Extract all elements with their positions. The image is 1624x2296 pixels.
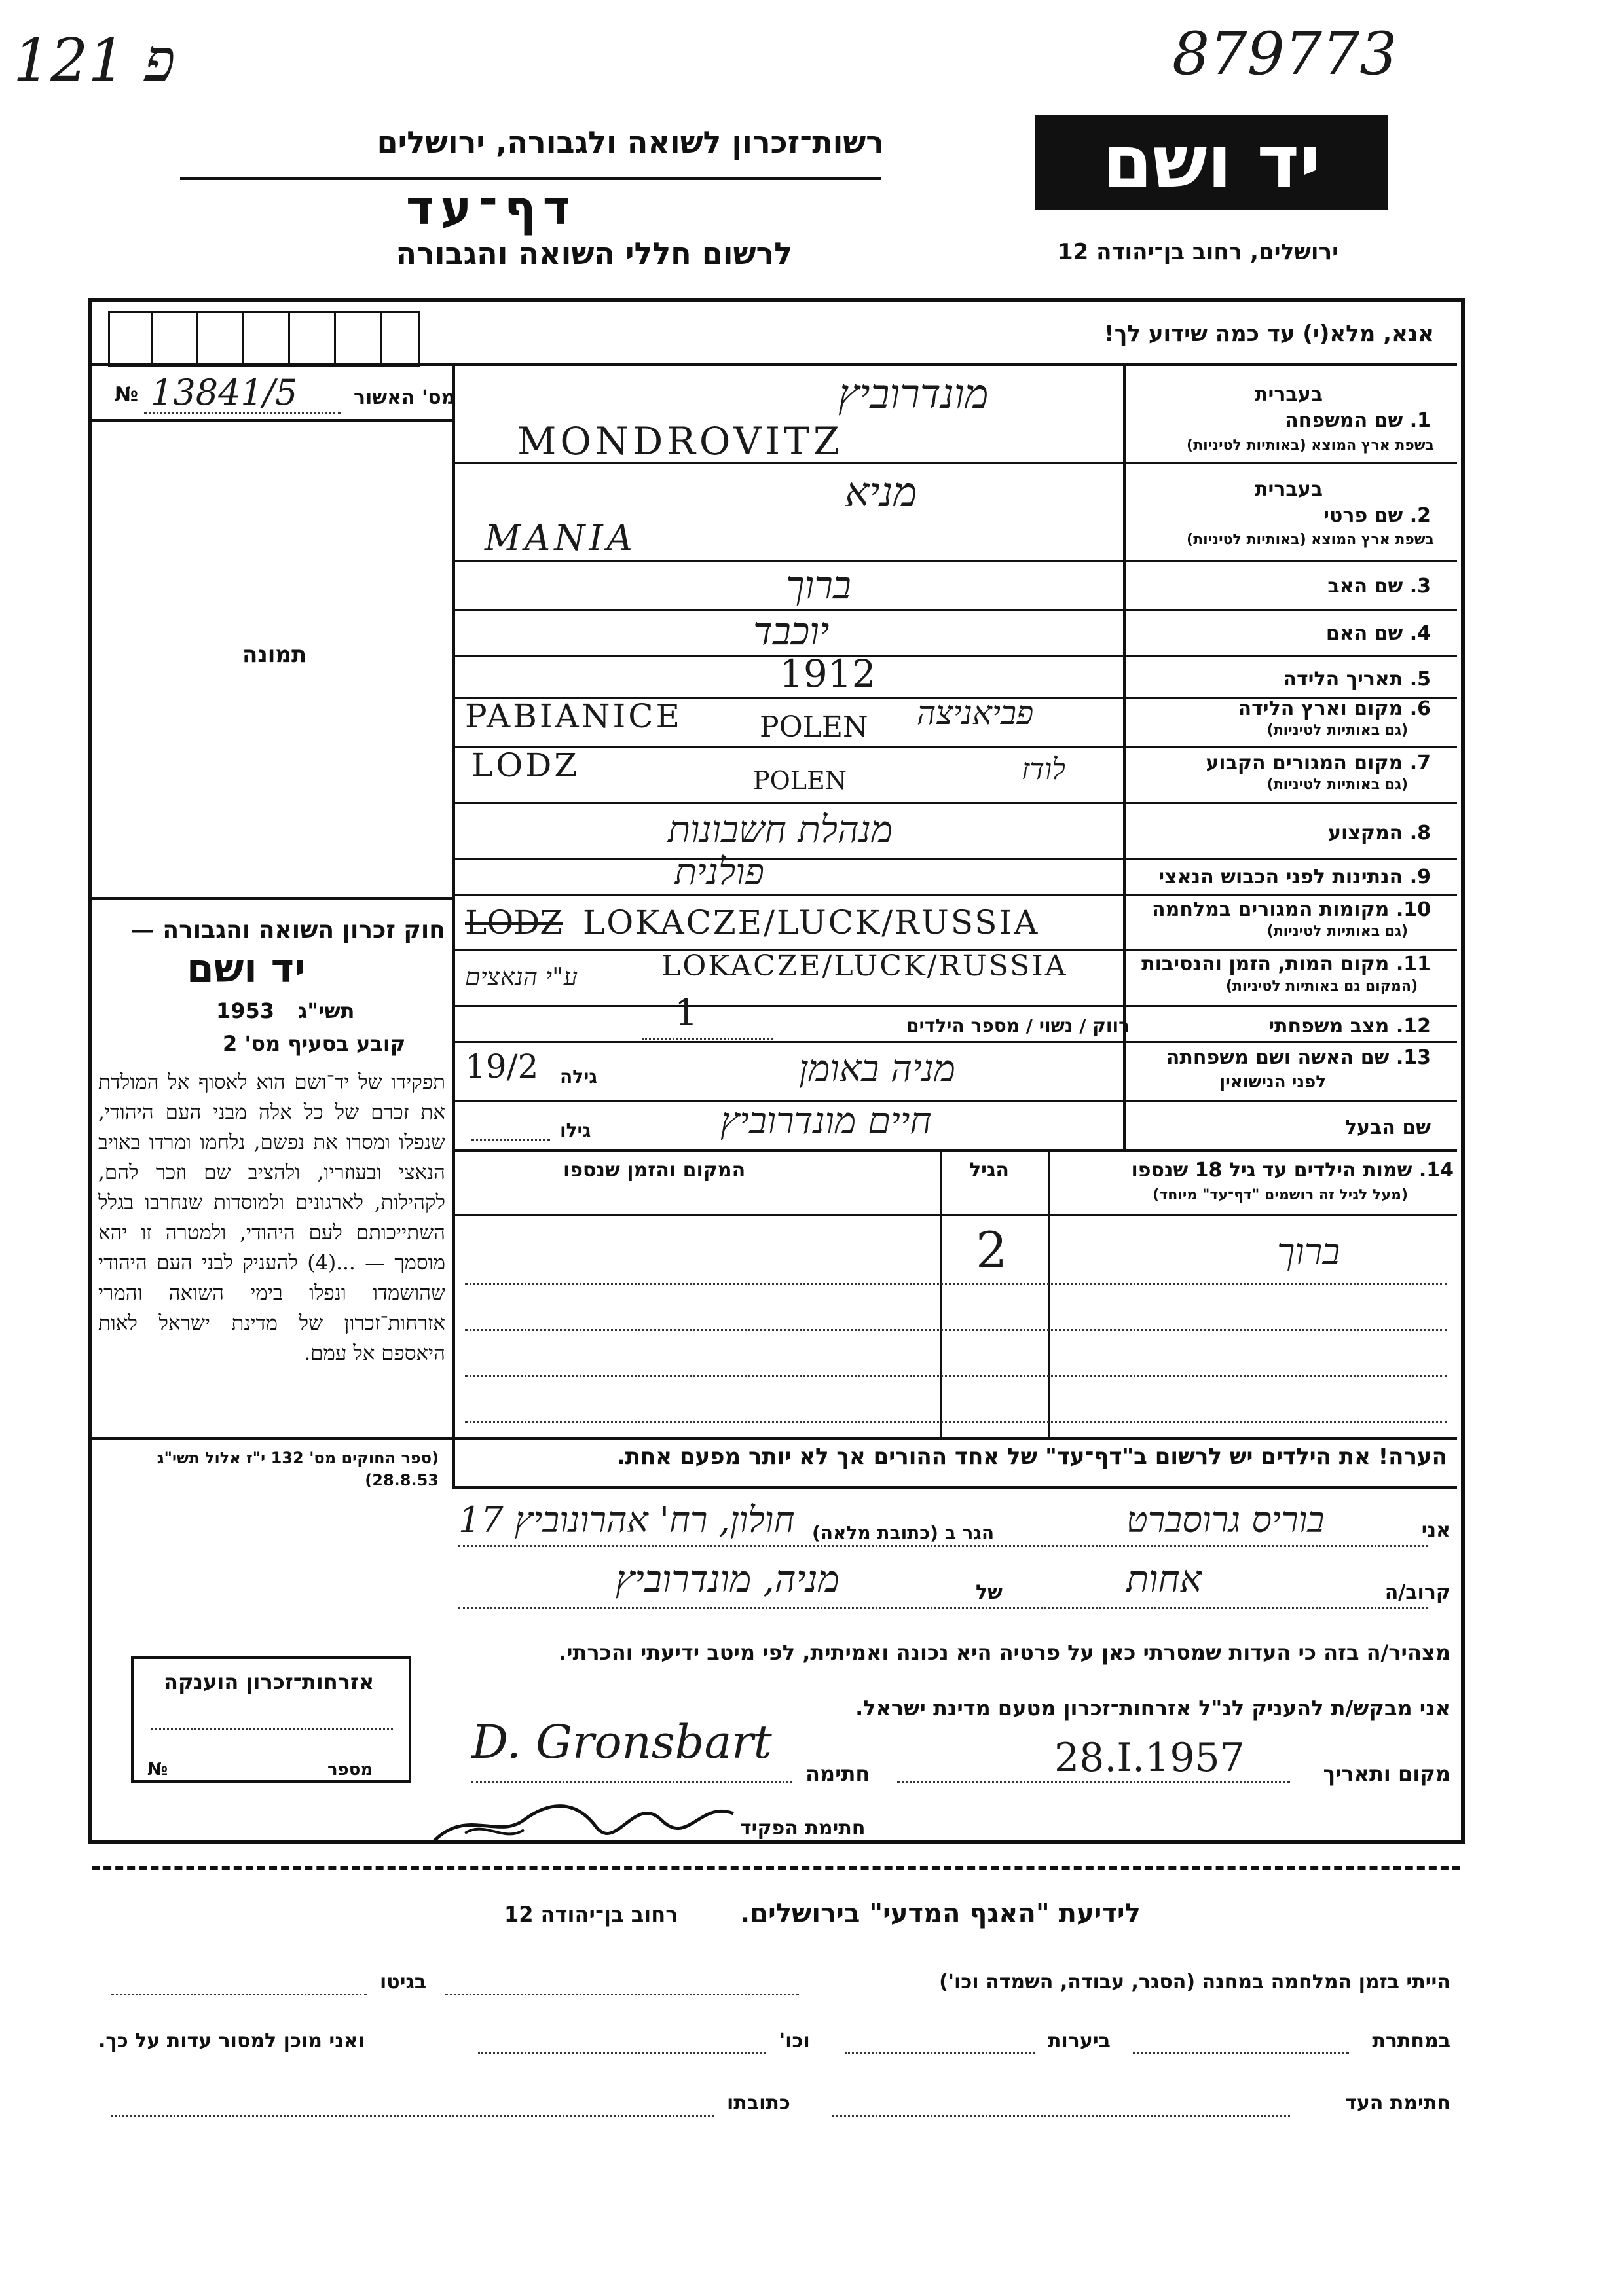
field-9-value: פולנית <box>674 851 764 894</box>
field-2-sub: בשפת ארץ המוצא (באותיות לטיניות) <box>1187 532 1434 548</box>
children-num-header: 14. שמות הילדים עד גיל 18 שנספו <box>1131 1159 1454 1182</box>
law-body: תפקידו של יד־ושם הוא לאסוף אל המולדת את זכרם של כל אלה מבני העם היהודי, שנפלו ומסרו את נפשם, נלחמו ומרדו באויב הנאצי ובעוזריו, ולהציב שם וזכר להם, לקהילות, לארגונים ולמוסדות שנחרבו בגלל השתייכותם לעם היהודי, ולמטרה זו יהא מוסמך — ...(4) להעניק לבני העם היהודי שהושמדו ונפלו בימי השואה והמרי אזרחות־זכרון של מדינת ישראל לאות היאספם אל עמם. <box>98 1070 445 1365</box>
field-10-value: LOKACZE/LUCK/RUSSIA <box>583 903 1040 941</box>
date-value: 28.I.1957 <box>1054 1735 1245 1781</box>
children-place-header: המקום והזמן שנספו <box>563 1159 746 1182</box>
field-6-sub: (גם באותיות לטיניות) <box>1266 722 1408 738</box>
field-10-label: 10. מקומות המגורים במלחמה <box>1152 898 1431 921</box>
field-9-label: 9. הנתינות לפני הכבוש הנאצי <box>1158 866 1431 888</box>
yad-vashem-logo <box>1035 115 1388 210</box>
instruction: אנא, מלא(י) עד כמה שידוע לך! <box>1104 321 1434 347</box>
approval-label: מס' האשור <box>354 386 456 409</box>
field-13-sub: לפני הנישואין <box>1219 1072 1326 1092</box>
officer-label: חתימת הפקיד <box>740 1817 866 1840</box>
footer-separator <box>92 1866 1460 1870</box>
field-husband-value: חיים מונדרוביץ <box>720 1100 932 1142</box>
footer-line2-d: ואני מוכן למסור עדות על כך. <box>98 2030 365 2052</box>
field-12-value: רווק / נשוי / מספר הילדים <box>906 1015 1130 1036</box>
field-13-age-label: גילה <box>560 1066 597 1087</box>
citizenship-title: אזרחות־זכרון הוענקה <box>164 1669 375 1694</box>
registration-boxes <box>108 311 420 367</box>
field-7-value-a: LODZ <box>471 746 580 784</box>
footer-line2-c: וכו' <box>779 2030 810 2052</box>
field-8-label: 8. המקצוע <box>1327 822 1431 845</box>
field-7-sub: (גם באותיות לטיניות) <box>1266 776 1408 793</box>
field-12-label: 12. מצב משפחתי <box>1268 1015 1431 1038</box>
children-sub-header: (מעל לגיל זה רושמים "דף־עד" מיוחד) <box>1153 1187 1408 1203</box>
field-6-value-a: PABIANICE <box>465 697 683 735</box>
signature: D. Gronsbart <box>471 1715 772 1769</box>
field-5-value: 1912 <box>779 651 876 696</box>
footer-line2-a: במחתרת <box>1372 2030 1450 2052</box>
field-1-value-lat: MONDROVITZ <box>517 419 844 464</box>
form-title: דף־עד <box>406 180 578 235</box>
field-3-label: 3. שם האב <box>1327 575 1431 598</box>
footer-line2-b: ביערות <box>1048 2030 1111 2052</box>
footer-title: לידיעת "האגף המדעי" בירושלים. <box>740 1899 1141 1929</box>
field-5-label: 5. תאריך הלידה <box>1283 668 1431 691</box>
officer-signature <box>426 1781 740 1853</box>
relation-label: קרוב/ה <box>1384 1581 1450 1604</box>
relative-of: מניה, מונדרוביץ <box>616 1558 840 1601</box>
children-age-header: הגיל <box>969 1159 1009 1182</box>
field-6-label: 6. מקום וארץ הלידה <box>1238 697 1431 720</box>
form-subtitle: לרשום חללי השואה והגבורה <box>396 236 792 271</box>
field-2-hebrew-tag: בעברית <box>1255 478 1323 501</box>
page-id-topright: 879773 <box>1172 20 1397 88</box>
field-7-label: 7. מקום המגורים הקבוע <box>1206 752 1431 774</box>
field-2-value-lat: MANIA <box>485 517 637 558</box>
note: הערה! את הילדים יש לרשום ב"דף־עד" של אחד ההורים אך לא יותר מפעם אחת. <box>616 1444 1447 1470</box>
law-title: חוק זכרון השואה והגבורה — <box>130 917 445 943</box>
field-2-label: 2. שם פרטי <box>1323 504 1431 527</box>
declarant-ani: אני <box>1421 1519 1450 1542</box>
field-8-value: מנהלת חשבונות <box>668 809 893 851</box>
field-1-sub: בשפת ארץ המוצא (באותיות לטיניות) <box>1187 437 1434 454</box>
field-7-value-b: POLEN <box>753 766 847 795</box>
law-year: 1953 <box>216 998 275 1023</box>
field-1-hebrew-tag: בעברית <box>1255 383 1323 406</box>
declaration: מצהיר/ה בזה כי העדות שמסרתי כאן על פרטיה היא נכונה ואמיתית, לפי מיטב ידיעתי והכרתי. <box>558 1640 1450 1665</box>
request: אני מבקש/ת להעניק לנ"ל אזרחות־זכרון מטעם מדינת ישראל. <box>855 1696 1450 1721</box>
field-6-value-c: פביאניצה <box>917 694 1034 732</box>
relation: אחות <box>1126 1558 1202 1601</box>
field-4-value: יוכבד <box>753 609 830 653</box>
field-3-value: ברוך <box>786 563 851 608</box>
law-source: (ספר החוקים מס' 132 י"ז אלול תשי"ג 28.8.53) <box>157 1449 439 1489</box>
org-line: רשות־זכרון לשואה ולגבורה, ירושלים <box>377 124 884 160</box>
place-date-label: מקום ותאריך <box>1323 1761 1450 1786</box>
footer-line3-b: כתובתו <box>727 2092 790 2115</box>
field-husband-age-label: גילו <box>560 1120 591 1141</box>
field-12-children-count: 1 <box>674 992 698 1034</box>
signature-label: חתימה <box>805 1761 870 1786</box>
child-1-age: 2 <box>976 1221 1008 1279</box>
citizenship-number-label: מספר <box>327 1760 373 1779</box>
declarant-lives-at: הגר ב (כתובת מלאה) <box>812 1522 995 1544</box>
field-10-sub: (גם באותיות לטיניות) <box>1266 923 1408 939</box>
footer-line3-a: חתימת העד <box>1345 2092 1450 2115</box>
footer-line1-a: הייתי בזמן המלחמה במחנה (הסגר, עבודה, השמדה וכו') <box>939 1971 1450 1994</box>
footer-address: רחוב בן־יהודה 12 <box>504 1902 678 1927</box>
field-11-sub: (המקום גם באותיות לטיניות) <box>1225 978 1418 994</box>
field-2-value-he: מניא <box>845 468 917 516</box>
field-7-value-c: לודז <box>1022 753 1065 786</box>
field-1-value-he: מונדרוביץ <box>838 370 989 418</box>
page-id-topleft: 121 פ <box>13 26 175 95</box>
logo-text: יד ושם <box>1102 120 1321 204</box>
citizenship-prefix: № <box>147 1760 168 1779</box>
child-1-name: ברוך <box>1277 1231 1340 1273</box>
photo-label: תמונה <box>242 642 307 668</box>
field-13-age-value: 19/2 <box>465 1048 539 1085</box>
law-clause: קובע בסעיף מס' 2 <box>223 1031 406 1056</box>
field-10-struck: LODZ <box>465 903 563 941</box>
field-13-label: 13. שם האשה ושם משפחתה <box>1166 1046 1431 1069</box>
field-1-label: 1. שם המשפחה <box>1285 409 1431 432</box>
field-6-value-b: POLEN <box>760 710 868 744</box>
header-address: ירושלים, רחוב בן־יהודה 12 <box>1058 239 1339 265</box>
declarant-name: בוריס גרוסברט <box>1126 1499 1325 1540</box>
footer-line1-b: בגיטו <box>380 1971 427 1994</box>
law-hebrew-year: תשי"ג <box>298 998 355 1023</box>
field-11-value-he: ע"י הנאצים <box>465 962 578 991</box>
approval-prefix: № <box>115 383 139 406</box>
field-11-value: LOKACZE/LUCK/RUSSIA <box>661 949 1068 983</box>
field-13-value: מניה באומן <box>799 1048 956 1090</box>
field-4-label: 4. שם האם <box>1325 622 1431 645</box>
field-husband-label: שם הבעל <box>1344 1116 1431 1139</box>
field-11-label: 11. מקום המות, הזמן והנסיבות <box>1141 953 1431 975</box>
declarant-address: חולון, רח' אהרונוביץ 17 <box>458 1499 795 1540</box>
law-name: יד ושם <box>187 946 306 992</box>
approval-number: 13841/5 <box>151 372 298 413</box>
of-label: של <box>976 1581 1003 1604</box>
